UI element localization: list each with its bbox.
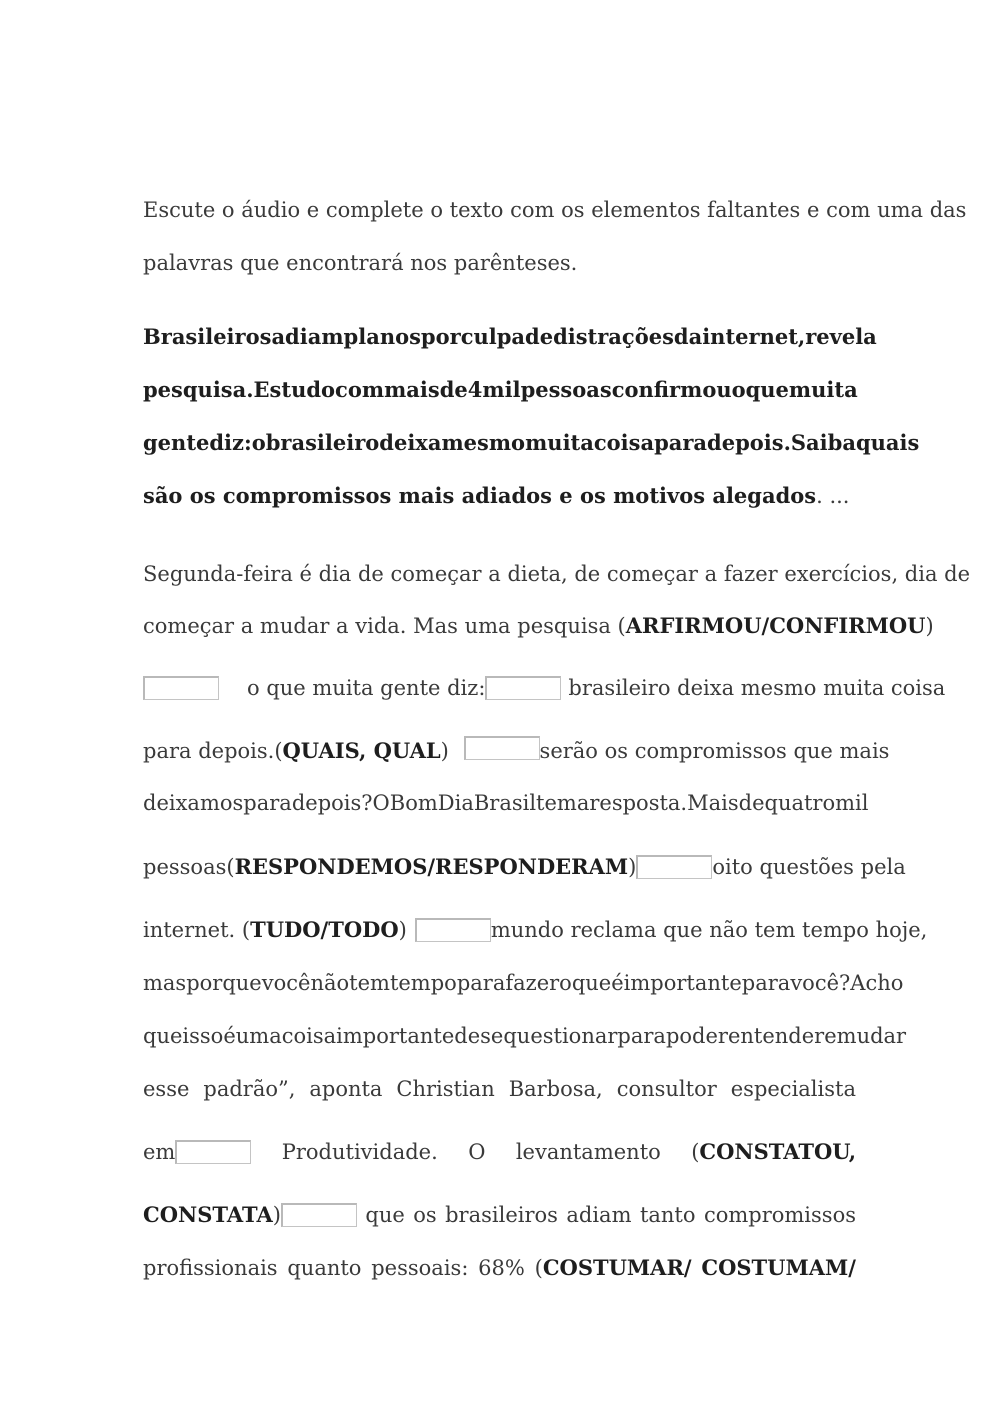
word: fazer bbox=[505, 971, 560, 995]
body-line-3 bbox=[143, 673, 946, 703]
word: de bbox=[439, 377, 468, 402]
choice-constatou: CONSTATOU, bbox=[699, 1139, 856, 1164]
word: que bbox=[365, 1203, 405, 1227]
choice-confirmou: ARFIRMOU/CONFIRMOU bbox=[625, 613, 926, 638]
word: Saiba bbox=[790, 430, 856, 455]
word: 68% bbox=[478, 1256, 525, 1280]
word: coisa bbox=[593, 430, 655, 455]
word: O bbox=[468, 1140, 486, 1164]
choice-quais-qual: QUAIS, QUAL bbox=[282, 738, 441, 763]
word: quatro bbox=[764, 791, 836, 815]
word: que bbox=[571, 971, 612, 995]
word: padrão”, bbox=[203, 1077, 296, 1101]
word: revela bbox=[805, 324, 877, 349]
word: muita bbox=[788, 377, 858, 402]
word: mesmo bbox=[441, 430, 526, 455]
body-line-7-text-b: mundo reclama que não tem tempo hoje, bbox=[490, 918, 928, 942]
instructions-line-2: palavras que encontrará nos parênteses. bbox=[143, 251, 578, 275]
word: diz: bbox=[209, 430, 252, 455]
word: Estudo bbox=[253, 377, 336, 402]
body-line-12 bbox=[143, 1200, 856, 1230]
body-line-6 bbox=[143, 852, 906, 882]
word: para bbox=[243, 791, 292, 815]
word: o bbox=[559, 971, 572, 995]
paren-open: ( bbox=[691, 1140, 700, 1164]
choice-costumam: COSTUMAM/ bbox=[701, 1255, 856, 1280]
paren-close: ) bbox=[925, 614, 934, 638]
word: da bbox=[673, 324, 703, 349]
body-line-2 bbox=[143, 611, 934, 641]
word: especialista bbox=[730, 1077, 856, 1101]
word: brasileiros bbox=[445, 1203, 558, 1227]
word: para bbox=[654, 430, 708, 455]
word: O bbox=[372, 791, 390, 815]
word: Christian bbox=[396, 1077, 495, 1101]
word: entender bbox=[727, 1024, 825, 1048]
body-line-10 bbox=[143, 1074, 856, 1104]
headline-line-1 bbox=[143, 322, 877, 352]
body-line-9 bbox=[143, 1021, 907, 1051]
paren-open: ( bbox=[534, 1256, 543, 1280]
body-line-7 bbox=[143, 915, 928, 945]
body-line-3-text-b: brasileiro deixa mesmo muita coisa bbox=[568, 676, 946, 700]
word: mudar bbox=[836, 1024, 907, 1048]
word: uma bbox=[235, 1024, 282, 1048]
body-line-5 bbox=[143, 788, 869, 818]
word: e bbox=[824, 1024, 837, 1048]
word: Acho bbox=[850, 971, 904, 995]
word: não bbox=[310, 971, 350, 995]
word: que bbox=[143, 1024, 183, 1048]
word: isso bbox=[182, 1024, 224, 1048]
paren-close: ) bbox=[440, 739, 449, 763]
body-line-4-text-b: serão os compromissos que mais bbox=[539, 739, 890, 763]
answer-blank-3[interactable] bbox=[464, 736, 540, 760]
word: mas bbox=[143, 971, 187, 995]
word: planos bbox=[343, 324, 421, 349]
word-em: em bbox=[143, 1140, 176, 1164]
headline-line-4 bbox=[143, 481, 856, 511]
word: distrações bbox=[553, 324, 674, 349]
word: gente bbox=[143, 430, 210, 455]
word: para bbox=[456, 971, 506, 995]
answer-blank-1[interactable] bbox=[143, 676, 219, 700]
word: quais bbox=[855, 430, 920, 455]
choice-todo: TUDO/TODO bbox=[250, 917, 399, 942]
word: levantamento bbox=[515, 1140, 661, 1164]
body-line-6-text-a: pessoas( bbox=[143, 855, 235, 879]
instructions-line-1: Escute o áudio e complete o texto com os elementos faltantes e com uma das bbox=[143, 198, 967, 222]
word: adiam bbox=[566, 1203, 632, 1227]
word: para bbox=[741, 971, 791, 995]
headline-line-3 bbox=[143, 428, 920, 458]
word: muita bbox=[525, 430, 594, 455]
word: profissionais bbox=[143, 1256, 278, 1280]
answer-blank-5[interactable] bbox=[415, 918, 491, 942]
word: aponta bbox=[309, 1077, 383, 1101]
word: coisa bbox=[281, 1024, 337, 1048]
paren-close: ) bbox=[272, 1203, 281, 1227]
word: de bbox=[738, 791, 765, 815]
body-line-3-text-a: o que muita gente diz: bbox=[247, 676, 486, 700]
answer-blank-4[interactable] bbox=[636, 855, 712, 879]
word: para bbox=[617, 1024, 666, 1048]
word: deixamos bbox=[143, 791, 244, 815]
word: culpa bbox=[460, 324, 526, 349]
body-line-7-text-a: internet. ( bbox=[143, 918, 251, 942]
body-line-1: Segunda-feira é dia de começar a dieta, de começar a fazer exercícios, dia de bbox=[143, 562, 971, 586]
word: o bbox=[731, 377, 746, 402]
word: os bbox=[413, 1203, 437, 1227]
word: você bbox=[261, 971, 311, 995]
word: pessoais: bbox=[371, 1256, 469, 1280]
choice-constata: CONSTATA bbox=[143, 1202, 273, 1227]
word: Brasil bbox=[473, 791, 537, 815]
word: internet, bbox=[702, 324, 806, 349]
word: consultor bbox=[616, 1077, 717, 1101]
word: Produtividade. bbox=[281, 1140, 438, 1164]
word: mil bbox=[482, 377, 521, 402]
body-line-4-text-a: para depois.( bbox=[143, 739, 283, 763]
word: de bbox=[454, 1024, 481, 1048]
word: é bbox=[611, 971, 624, 995]
answer-blank-7[interactable] bbox=[281, 1203, 357, 1227]
word: pesquisa. bbox=[143, 377, 254, 402]
word: Mais bbox=[687, 791, 739, 815]
word: deixa bbox=[379, 430, 442, 455]
word: se bbox=[480, 1024, 504, 1048]
word: mil bbox=[835, 791, 869, 815]
word: porque bbox=[186, 971, 262, 995]
body-line-4 bbox=[143, 736, 890, 766]
choice-responderam: RESPONDEMOS/RESPONDERAM bbox=[234, 854, 629, 879]
word: esse bbox=[143, 1077, 190, 1101]
body-line-8 bbox=[143, 968, 904, 998]
word: por bbox=[420, 324, 461, 349]
choice-costumar: COSTUMAR/ bbox=[542, 1255, 692, 1280]
word: mais bbox=[384, 377, 440, 402]
word: importante bbox=[623, 971, 742, 995]
body-line-11 bbox=[143, 1137, 856, 1167]
paren-close: ) bbox=[628, 855, 637, 879]
word: tem bbox=[536, 791, 577, 815]
word: questionar bbox=[503, 1024, 618, 1048]
word: adiam bbox=[271, 324, 344, 349]
word: é bbox=[223, 1024, 236, 1048]
word: brasileiro bbox=[265, 430, 380, 455]
word: Barbosa, bbox=[508, 1077, 603, 1101]
headline-line-4-tail: . ... bbox=[816, 484, 850, 508]
headline-line-4-bold: são os compromissos mais adiados e os motivos alegados bbox=[143, 483, 817, 508]
word: Bom bbox=[389, 791, 438, 815]
body-line-6-text-b: oito questões pela bbox=[712, 855, 906, 879]
word: de bbox=[525, 324, 554, 349]
word: o bbox=[251, 430, 266, 455]
word: que bbox=[745, 377, 789, 402]
headline-line-2 bbox=[143, 375, 856, 405]
word: com bbox=[335, 377, 385, 402]
word: 4 bbox=[467, 377, 483, 402]
word: quanto bbox=[287, 1256, 362, 1280]
word: importante bbox=[336, 1024, 455, 1048]
word: poder bbox=[665, 1024, 728, 1048]
word: pessoas bbox=[520, 377, 612, 402]
word: tem bbox=[349, 971, 390, 995]
answer-blank-6[interactable] bbox=[175, 1140, 251, 1164]
word: depois. bbox=[707, 430, 791, 455]
word: Dia bbox=[437, 791, 474, 815]
word: tempo bbox=[389, 971, 457, 995]
body-line-13 bbox=[143, 1253, 856, 1283]
word: confirmou bbox=[611, 377, 732, 402]
paren-close: ) bbox=[398, 918, 407, 942]
word: tanto bbox=[639, 1203, 696, 1227]
body-line-2-text: começar a mudar a vida. Mas uma pesquisa ( bbox=[143, 614, 626, 638]
word: resposta. bbox=[589, 791, 688, 815]
word: você? bbox=[790, 971, 851, 995]
word: Brasileiros bbox=[143, 324, 272, 349]
word: depois? bbox=[291, 791, 373, 815]
answer-blank-2[interactable] bbox=[485, 676, 561, 700]
word: compromissos bbox=[703, 1203, 856, 1227]
word: a bbox=[576, 791, 590, 815]
